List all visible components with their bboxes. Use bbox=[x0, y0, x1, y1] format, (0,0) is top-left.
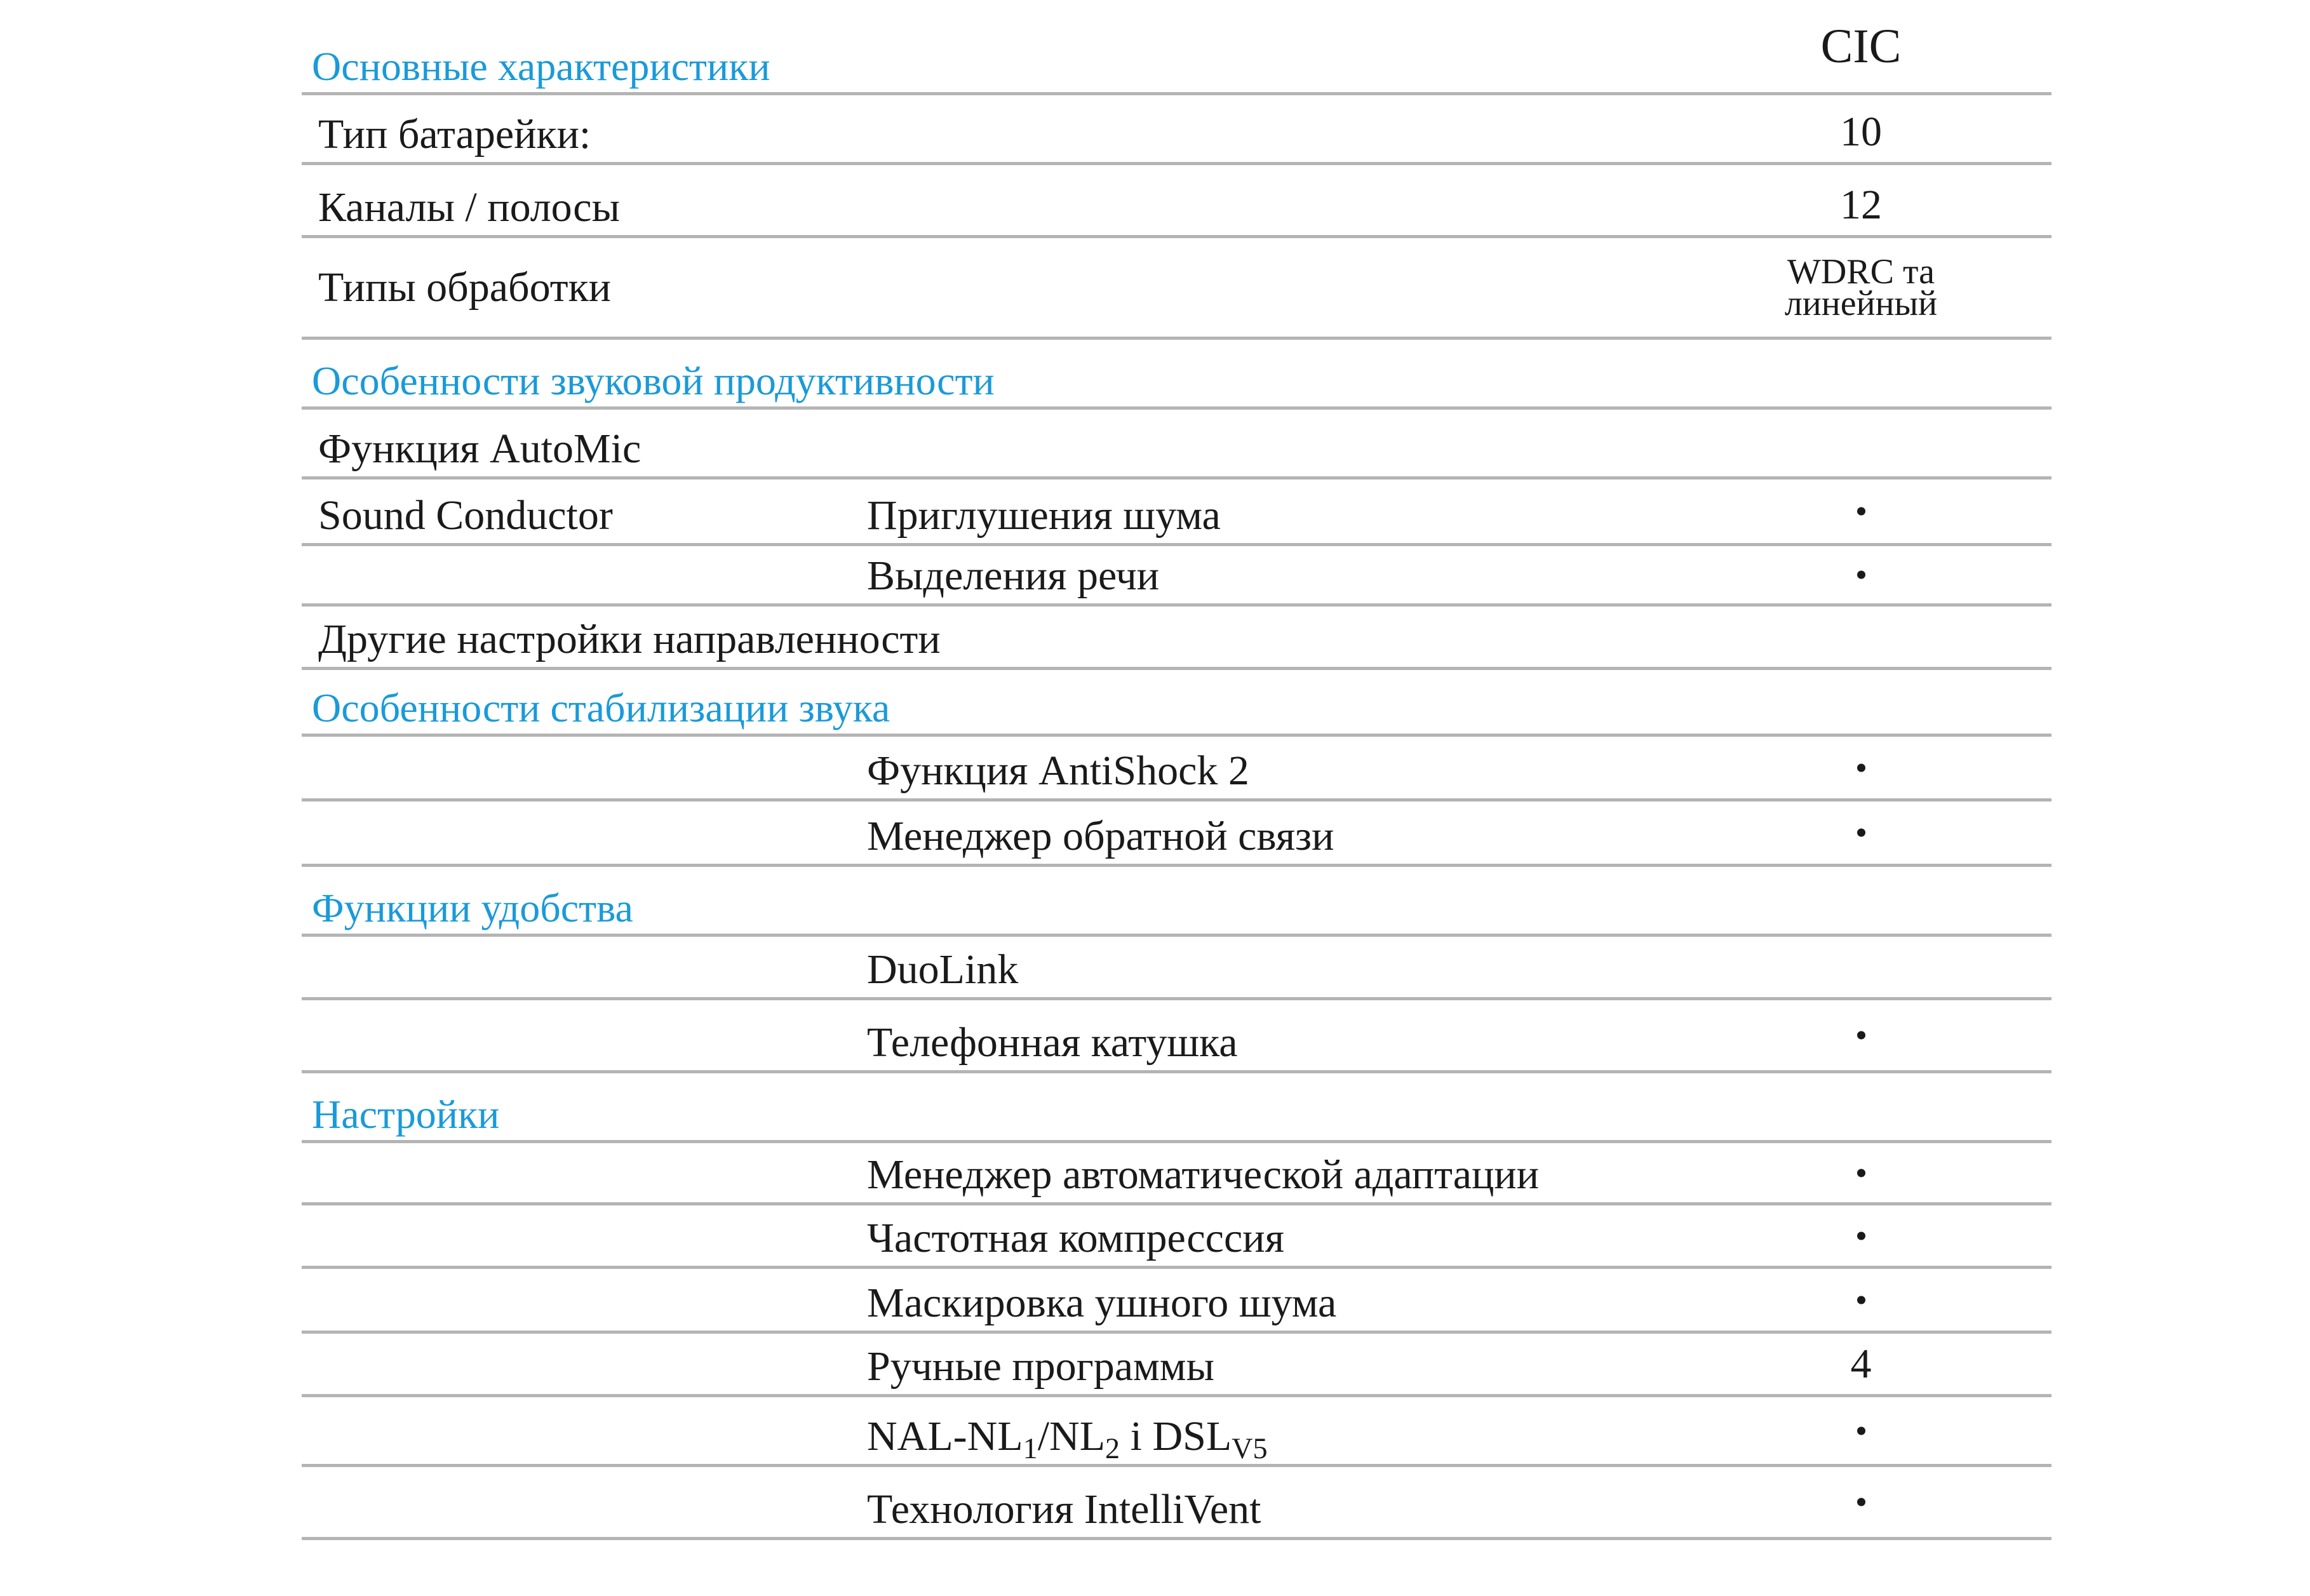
sub-feature-label: Маскировка ушного шума bbox=[867, 1280, 1337, 1326]
table-row bbox=[302, 937, 2051, 1000]
section-header-row bbox=[302, 340, 2051, 410]
section-title: Основные характеристики bbox=[312, 44, 770, 89]
formula-text: /NL bbox=[1037, 1413, 1106, 1459]
sub-feature-label: DuoLink bbox=[867, 946, 1019, 993]
table-row bbox=[302, 737, 2051, 801]
cic-value-text: 4 bbox=[1850, 1341, 1872, 1387]
table-row bbox=[302, 238, 2051, 340]
section-header-row bbox=[302, 1073, 2051, 1143]
sub-feature-label: Приглушения шума bbox=[867, 492, 1221, 539]
sub-feature-label bbox=[867, 1413, 1268, 1465]
formula-text: NAL-NL bbox=[867, 1413, 1023, 1459]
sub-feature-label: Функция AntiShock 2 bbox=[867, 748, 1249, 794]
table-row bbox=[302, 1269, 2051, 1334]
table-row bbox=[302, 1000, 2051, 1073]
sub-feature-label: Частотная компресссия bbox=[867, 1215, 1284, 1261]
table-row bbox=[302, 607, 2051, 670]
cic-value-text: WDRC та линейный bbox=[1784, 251, 1938, 323]
sub-feature-label: Телефонная катушка bbox=[867, 1019, 1238, 1066]
feature-label: Типы обработки bbox=[318, 264, 611, 311]
sub-feature-label: Менеджер автоматической адаптации bbox=[867, 1151, 1540, 1198]
section-title: Особенности стабилизации звука bbox=[312, 685, 890, 730]
formula-subscript: V5 bbox=[1232, 1432, 1268, 1465]
feature-label: Каналы / полосы bbox=[318, 184, 620, 231]
formula-subscript: 2 bbox=[1105, 1432, 1120, 1465]
feature-label: Другие настройки направленности bbox=[318, 616, 941, 662]
section-title: Особенности звуковой продуктивности bbox=[312, 358, 995, 403]
sub-feature-label: Технология IntelliVent bbox=[867, 1486, 1261, 1532]
table-row bbox=[302, 1334, 2051, 1397]
feature-label: Функция AutoMic bbox=[318, 426, 641, 472]
feature-label: Тип батарейки: bbox=[318, 111, 591, 158]
table-row bbox=[302, 1467, 2051, 1540]
section-title: Настройки bbox=[312, 1092, 500, 1137]
formula-subscript: 1 bbox=[1023, 1432, 1038, 1465]
table-row bbox=[302, 1143, 2051, 1205]
sub-feature-label: Ручные программы bbox=[867, 1343, 1214, 1390]
table-row bbox=[302, 801, 2051, 867]
formula-text: і DSL bbox=[1120, 1413, 1232, 1459]
table-row bbox=[302, 479, 2051, 546]
table-row bbox=[302, 546, 2051, 607]
cic-value-text: 10 bbox=[1840, 109, 1882, 155]
table-row bbox=[302, 165, 2051, 238]
section-title: Функции удобства bbox=[312, 885, 633, 930]
table-row bbox=[302, 1397, 2051, 1467]
section-header-row bbox=[302, 13, 2051, 95]
cic-value-text: 12 bbox=[1840, 182, 1882, 228]
sub-feature-label: Выделения речи bbox=[867, 553, 1160, 599]
table-row bbox=[302, 410, 2051, 479]
sub-feature-label: Менеджер обратной связи bbox=[867, 813, 1334, 859]
table-row bbox=[302, 95, 2051, 165]
column-header-label: CIC bbox=[1820, 20, 1902, 73]
table-row bbox=[302, 1205, 2051, 1269]
section-header-row bbox=[302, 670, 2051, 737]
feature-label: Sound Conductor bbox=[318, 492, 613, 539]
section-header-row bbox=[302, 867, 2051, 937]
